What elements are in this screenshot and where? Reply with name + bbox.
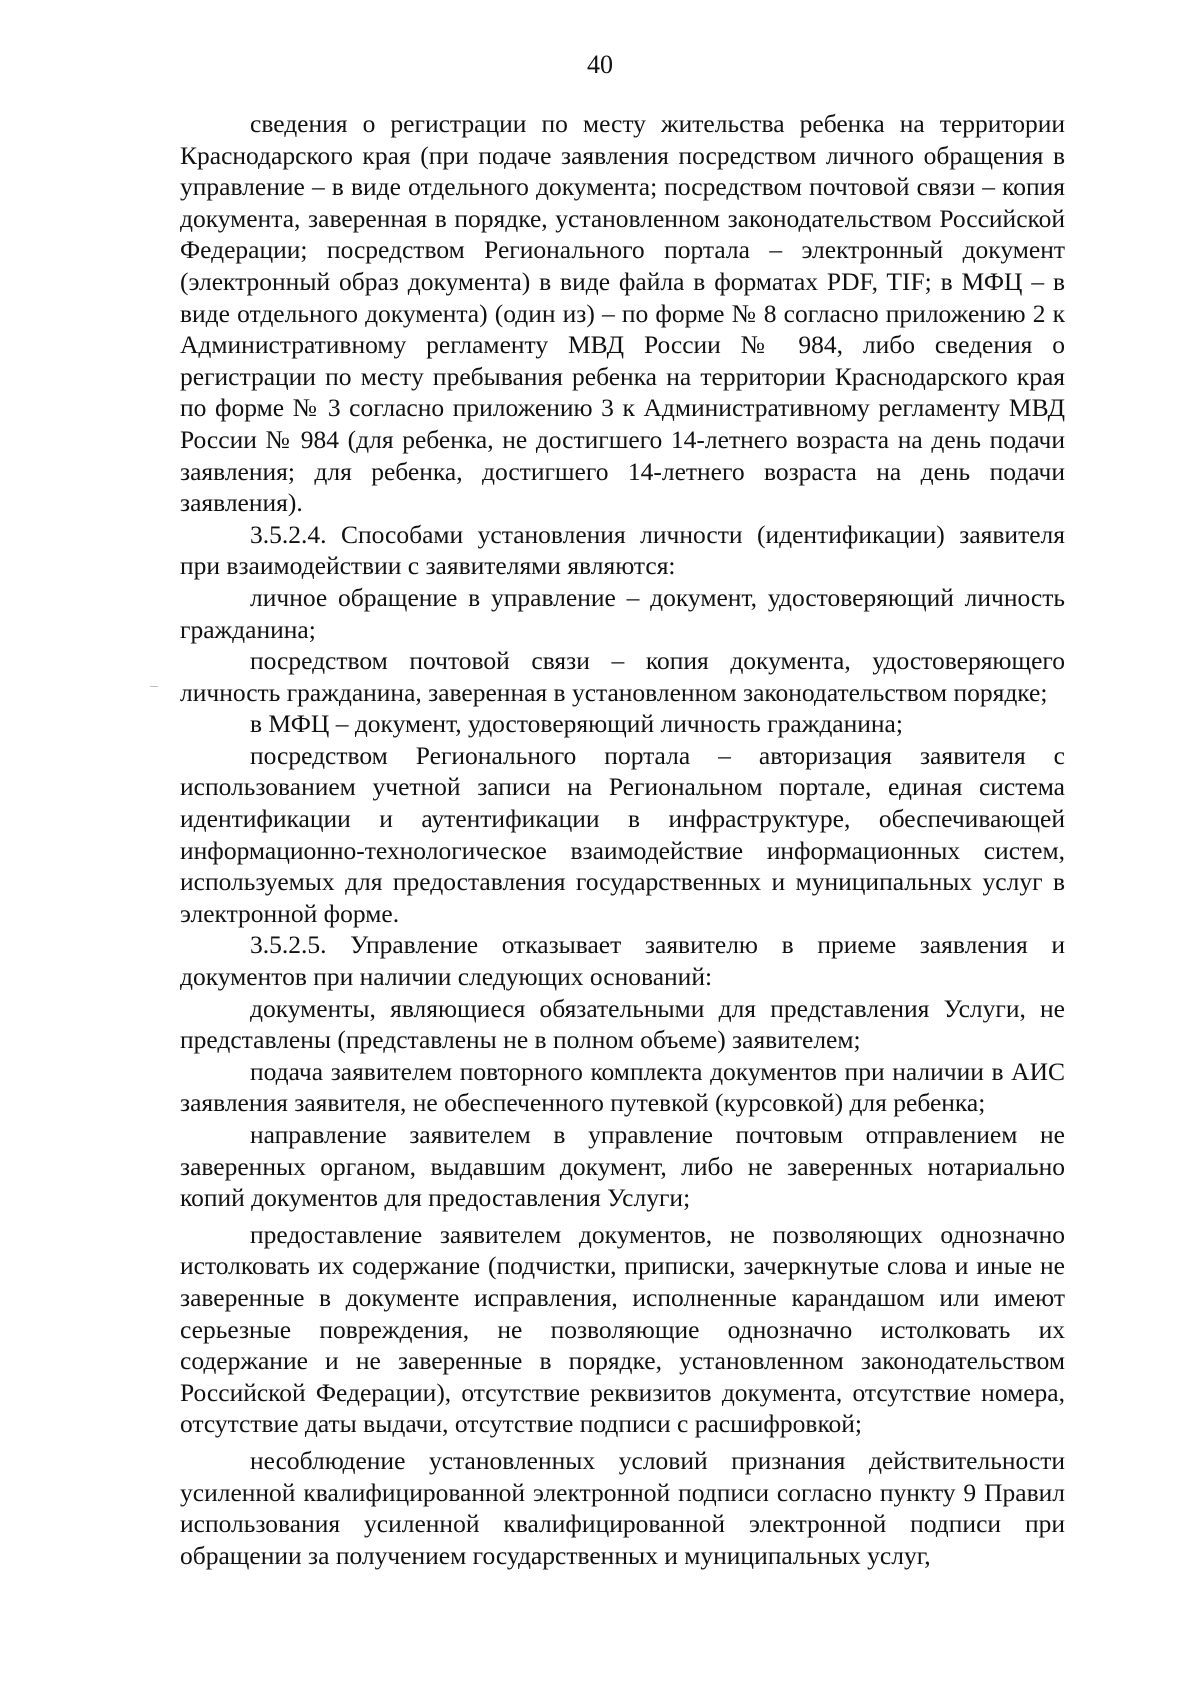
- paragraph-personal-appeal: личное обращение в управление – документ, удостоверяющий личность гражданина;: [180, 582, 1065, 644]
- page-number: 40: [587, 50, 613, 79]
- paragraph-regional-portal: посредством Регионального портала – авторизация заявителя с использованием учетной записи на Региональном портале, единая система идентификации и аутентификации в инфраструктуре, обеспечивающей информационно-технологическое взаимодействие информационных систем, используемых для предоставления государственных и муниципальных услуг в электронной форме.: [180, 740, 1065, 928]
- paragraph-mfc: в МФЦ – документ, удостоверяющий личность гражданина;: [250, 709, 903, 739]
- paragraph-residence-registration: сведения о регистрации по месту жительства ребенка на территории Краснодарского края (при подаче заявления посредством личного обращения в управление – в виде отдельного документа; посредством почтовой связи – копия документа, заверенная в порядке, установленном законодательством Российской Федерации; посредством Регионального портала – электронный документ (электронный образ документа) в виде файла в форматах PDF, TIF; в МФЦ – в виде отдельного документа) (один из) – по форме № 8 согласно приложению 2 к Административному регламенту МВД России № 984, либо сведения о регистрации по месту пребывания ребенка на территории Краснодарского края по форме № 3 согласно приложению 3 к Административному регламенту МВД России № 984 (для ребенка, не достигшего 14-летнего возраста на день подачи заявления; для ребенка, достигшего 14-летнего возраста на день подачи заявления).: [180, 109, 1065, 518]
- paragraph-electronic-signature: несоблюдение установленных условий признания действительности усиленной квалифицированной электронной подписи согласно пункту 9 Правил использования усиленной квалифицированной электронной подписи при обращении за получением государственных и муниципальных услуг,: [180, 1445, 1065, 1570]
- paragraph-postal: посредством почтовой связи – копия документа, удостоверяющего личность гражданина, заверенная в установленном законодательством порядке;: [180, 646, 1065, 707]
- paragraph-3-5-2-5: 3.5.2.5. Управление отказывает заявителю в приеме заявления и документов при наличии следующих оснований:: [180, 930, 1065, 992]
- paragraph-3-5-2-4: 3.5.2.4. Способами установления личности (идентификации) заявителя при взаимодействии с заявителями являются:: [180, 519, 1065, 581]
- scan-mark: [150, 686, 158, 687]
- paragraph-ambiguous-documents: предоставление заявителем документов, не позволяющих однозначно истолковать их содержание (подчистки, приписки, зачеркнутые слова и иные не заверенные в документе исправления, исполненные карандашом или имеют серьезные повреждения, не позволяющие однозначно истолковать их содержание и не заверенные в порядке, установленном законодательством Российской Федерации), отсутствие реквизитов документа, отсутствие номера, отсутствие даты выдачи, отсутствие подписи с расшифровкой;: [180, 1219, 1065, 1439]
- page-body: [180, 108, 1065, 1571]
- paragraph-uncertified-copies: направление заявителем в управление почтовым отправлением не заверенных органом, выдавшим документ, либо не заверенных нотариально копий документов для предоставления Услуги;: [180, 1120, 1065, 1213]
- paragraph-missing-documents: документы, являющиеся обязательными для представления Услуги, не представлены (представлены не в полном объеме) заявителем;: [180, 993, 1065, 1055]
- paragraph-repeat-submission: подача заявителем повторного комплекта документов при наличии в АИС заявления заявителя, не обеспеченного путевкой (курсовкой) для ребенка;: [180, 1056, 1065, 1118]
